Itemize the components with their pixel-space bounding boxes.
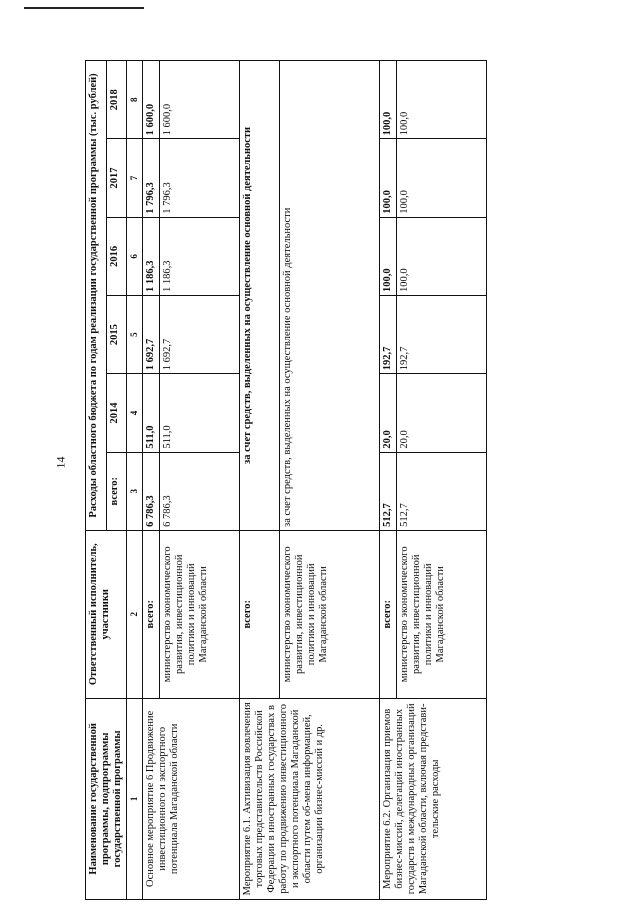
table-row	[379, 61, 396, 900]
index-cell: 8	[127, 61, 142, 139]
col-budget-header: Расходы областного бюджета по годам реализации государственной программы (тыс. рублей)	[86, 61, 107, 531]
value-cell: 100,0	[396, 217, 486, 295]
year-2018: 2018	[106, 61, 127, 139]
index-cell: 4	[127, 374, 142, 452]
value-cell: 6 786,3	[159, 452, 239, 530]
value-cell: 20,0	[379, 374, 396, 452]
value-cell: 20,0	[396, 374, 486, 452]
index-cell: 3	[127, 452, 142, 530]
index-cell: 2	[127, 530, 142, 698]
col-name-header: Наименование государственной программы, подпрограммы государственной программы	[86, 698, 127, 899]
value-cell: 100,0	[396, 139, 486, 217]
total-label: всего:	[379, 530, 396, 698]
value-cell: 1 600,0	[159, 61, 239, 139]
value-cell: 1 186,3	[159, 217, 239, 295]
main-event-name: Основное мероприятие 6 Продвижение инвестиционного и экспортного потенциала Магаданской области	[142, 698, 239, 899]
page-number: 14	[53, 456, 68, 469]
value-cell: 100,0	[379, 61, 396, 139]
funding-note: за счет средств, выделенных на осуществление основной деятельности	[279, 61, 379, 531]
index-cell: 6	[127, 217, 142, 295]
year-2016: 2016	[106, 217, 127, 295]
rotated-page	[85, 60, 585, 900]
year-2017: 2017	[106, 139, 127, 217]
table-row	[239, 61, 279, 900]
value-cell: 192,7	[379, 295, 396, 373]
header-row	[86, 61, 107, 900]
value-cell: 192,7	[396, 295, 486, 373]
table-row	[142, 61, 159, 900]
value-cell: 1 600,0	[142, 61, 159, 139]
value-cell: 512,7	[396, 452, 486, 530]
rotated-content	[85, 60, 585, 900]
value-cell: 1 796,3	[159, 139, 239, 217]
ministry-name: министерство экономического развития, инвестиционной политики и инноваций Магаданской области	[396, 530, 486, 698]
top-rule	[24, 7, 144, 9]
value-cell: 511,0	[159, 374, 239, 452]
year-2014: 2014	[106, 374, 127, 452]
year-total: всего:	[106, 452, 127, 530]
value-cell: 100,0	[379, 139, 396, 217]
value-cell: 511,0	[142, 374, 159, 452]
ministry-name: министерство экономического развития, инвестиционной политики и инноваций Магаданской области	[159, 530, 239, 698]
value-cell: 6 786,3	[142, 452, 159, 530]
total-label: всего:	[142, 530, 159, 698]
value-cell: 1 692,7	[142, 295, 159, 373]
value-cell: 1 186,3	[142, 217, 159, 295]
funding-note: за счет средств, выделенных на осуществление основной деятельности	[239, 61, 279, 531]
index-row	[127, 61, 142, 900]
event-6-2-name: Мероприятие 6.2. Организация приемов бизнес-миссий, делегаций иностранных государств и международных организаций Магаданской области, включая представи-тельские расходы	[379, 698, 486, 899]
total-label: всего:	[239, 530, 279, 698]
event-6-1-name: Мероприятие 6.1. Активизация вовлечения торговых представительств Российской Федерации в иностранных государствах в работу по продвижению инвестиционного и экспортного потенциала Магаданской области путем об-мена информацией, организации бизнес-миссий и др.	[239, 698, 379, 899]
value-cell: 100,0	[379, 217, 396, 295]
index-cell: 5	[127, 295, 142, 373]
budget-table	[85, 60, 487, 900]
value-cell: 1 692,7	[159, 295, 239, 373]
value-cell: 100,0	[396, 61, 486, 139]
year-2015: 2015	[106, 295, 127, 373]
col-resp-header: Ответственный исполнитель, участники	[86, 530, 127, 698]
index-cell: 7	[127, 139, 142, 217]
value-cell: 1 796,3	[142, 139, 159, 217]
ministry-name: министерство экономического развития, инвестиционной политики и инноваций Магаданской области	[279, 530, 379, 698]
value-cell: 512,7	[379, 452, 396, 530]
index-cell: 1	[127, 698, 142, 899]
